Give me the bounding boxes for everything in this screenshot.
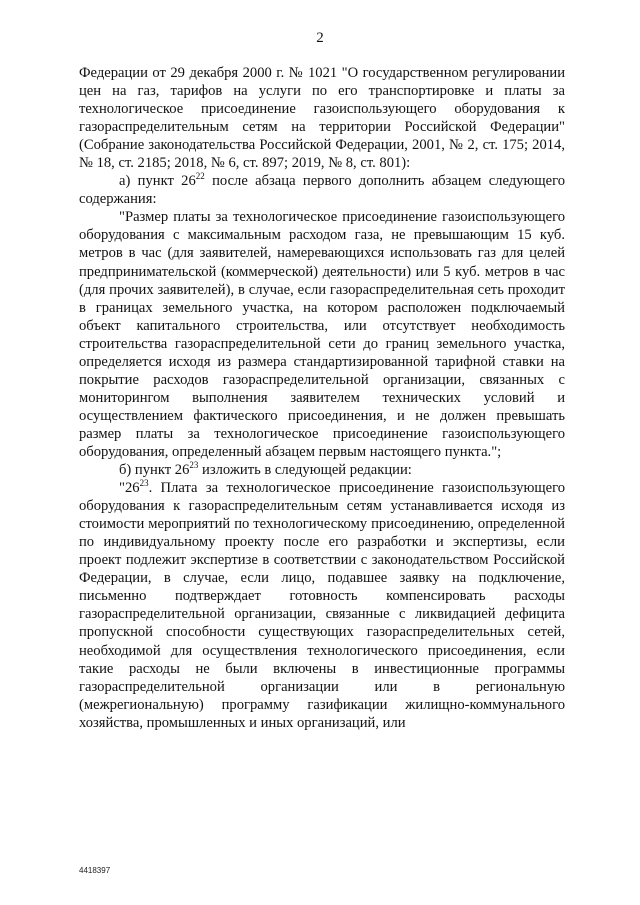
clause-text: . Плата за технологическое присоединение газоиспользующего оборудования к газораспределительным сетям устанавливается исходя из стоимости мероприятий по технологическому присоединению, определенной по индивидуальному проекту после его разработки и экспертизы, если проект подлежит экспертизе в соответствии с законодательством Российской Федерации, в случае, если лицо, подавшее заявку на подключение, письменно подтверждает готовность компенсировать расходы газораспределительной организации, связанные с ликвидацией дефицита пропускной способности существующих газораспределительных сетей, необходимой для осуществления технологического присоединения, если такие расходы не были включены в инвестиционные программы газораспределительной организации или в региональную (межрегиональную) программу газификации жилищно-коммунального хозяйства, промышленных и иных организаций, или [79, 480, 565, 731]
paragraph-clause-26-23 [79, 479, 565, 732]
paragraph-item-a [79, 172, 565, 208]
item-b-text-cont: изложить в следующей редакции: [198, 462, 412, 479]
clause-number: "26 [119, 480, 140, 497]
item-b-text: б) пункт 26 [119, 462, 190, 479]
clause-superscript: 23 [139, 478, 149, 489]
page-number: 2 [316, 30, 324, 46]
item-a-text: а) пункт 26 [119, 173, 196, 190]
item-a-superscript: 22 [195, 171, 205, 182]
document-body [79, 64, 565, 732]
paragraph-decree-reference: Федерации от 29 декабря 2000 г. № 1021 "О государственном регулировании цен на газ, тарифов на услуги по его транспортировке и платы за технологическое присоединение газоиспользующего оборудования к газораспределительным сетям на территории Российской Федерации" (Собрание законодательства Российской Федерации, 2001, № 2, ст. 175; 2014, № 18, ст. 2185; 2018, № 6, ст. 897; 2019, № 8, ст. 801): [79, 65, 565, 172]
document-code: 4418397 [79, 866, 111, 875]
item-b-superscript: 23 [189, 460, 199, 471]
item-a-text-cont: после абзаца первого дополнить абзацем следующего содержания: [79, 173, 566, 208]
paragraph-item-b [79, 461, 565, 479]
paragraph-fee-size: "Размер платы за технологическое присоединение газоиспользующего оборудования с максимальным расходом газа, не превышающим 15 куб. метров в час (для заявителей, намеревающихся использовать газ для целей предпринимательской (коммерческой) деятельности) или 5 куб. метров в час (для прочих заявителей), в случае, если газораспределительная сеть проходит в границах земельного участка, на котором расположен подключаемый объект капитального строительства, или отсутствует необходимость строительства газораспределительной сети до границ земельного участка, определяется исходя из размера стандартизированной тарифной ставки на покрытие расходов газораспределительной организации, связанных с мониторингом выполнения заявителем технических условий и осуществлением фактического присоединения, и не должен превышать размер платы за технологическое присоединение газоиспользующего оборудования, определенный абзацем первым настоящего пункта."; [79, 209, 565, 460]
